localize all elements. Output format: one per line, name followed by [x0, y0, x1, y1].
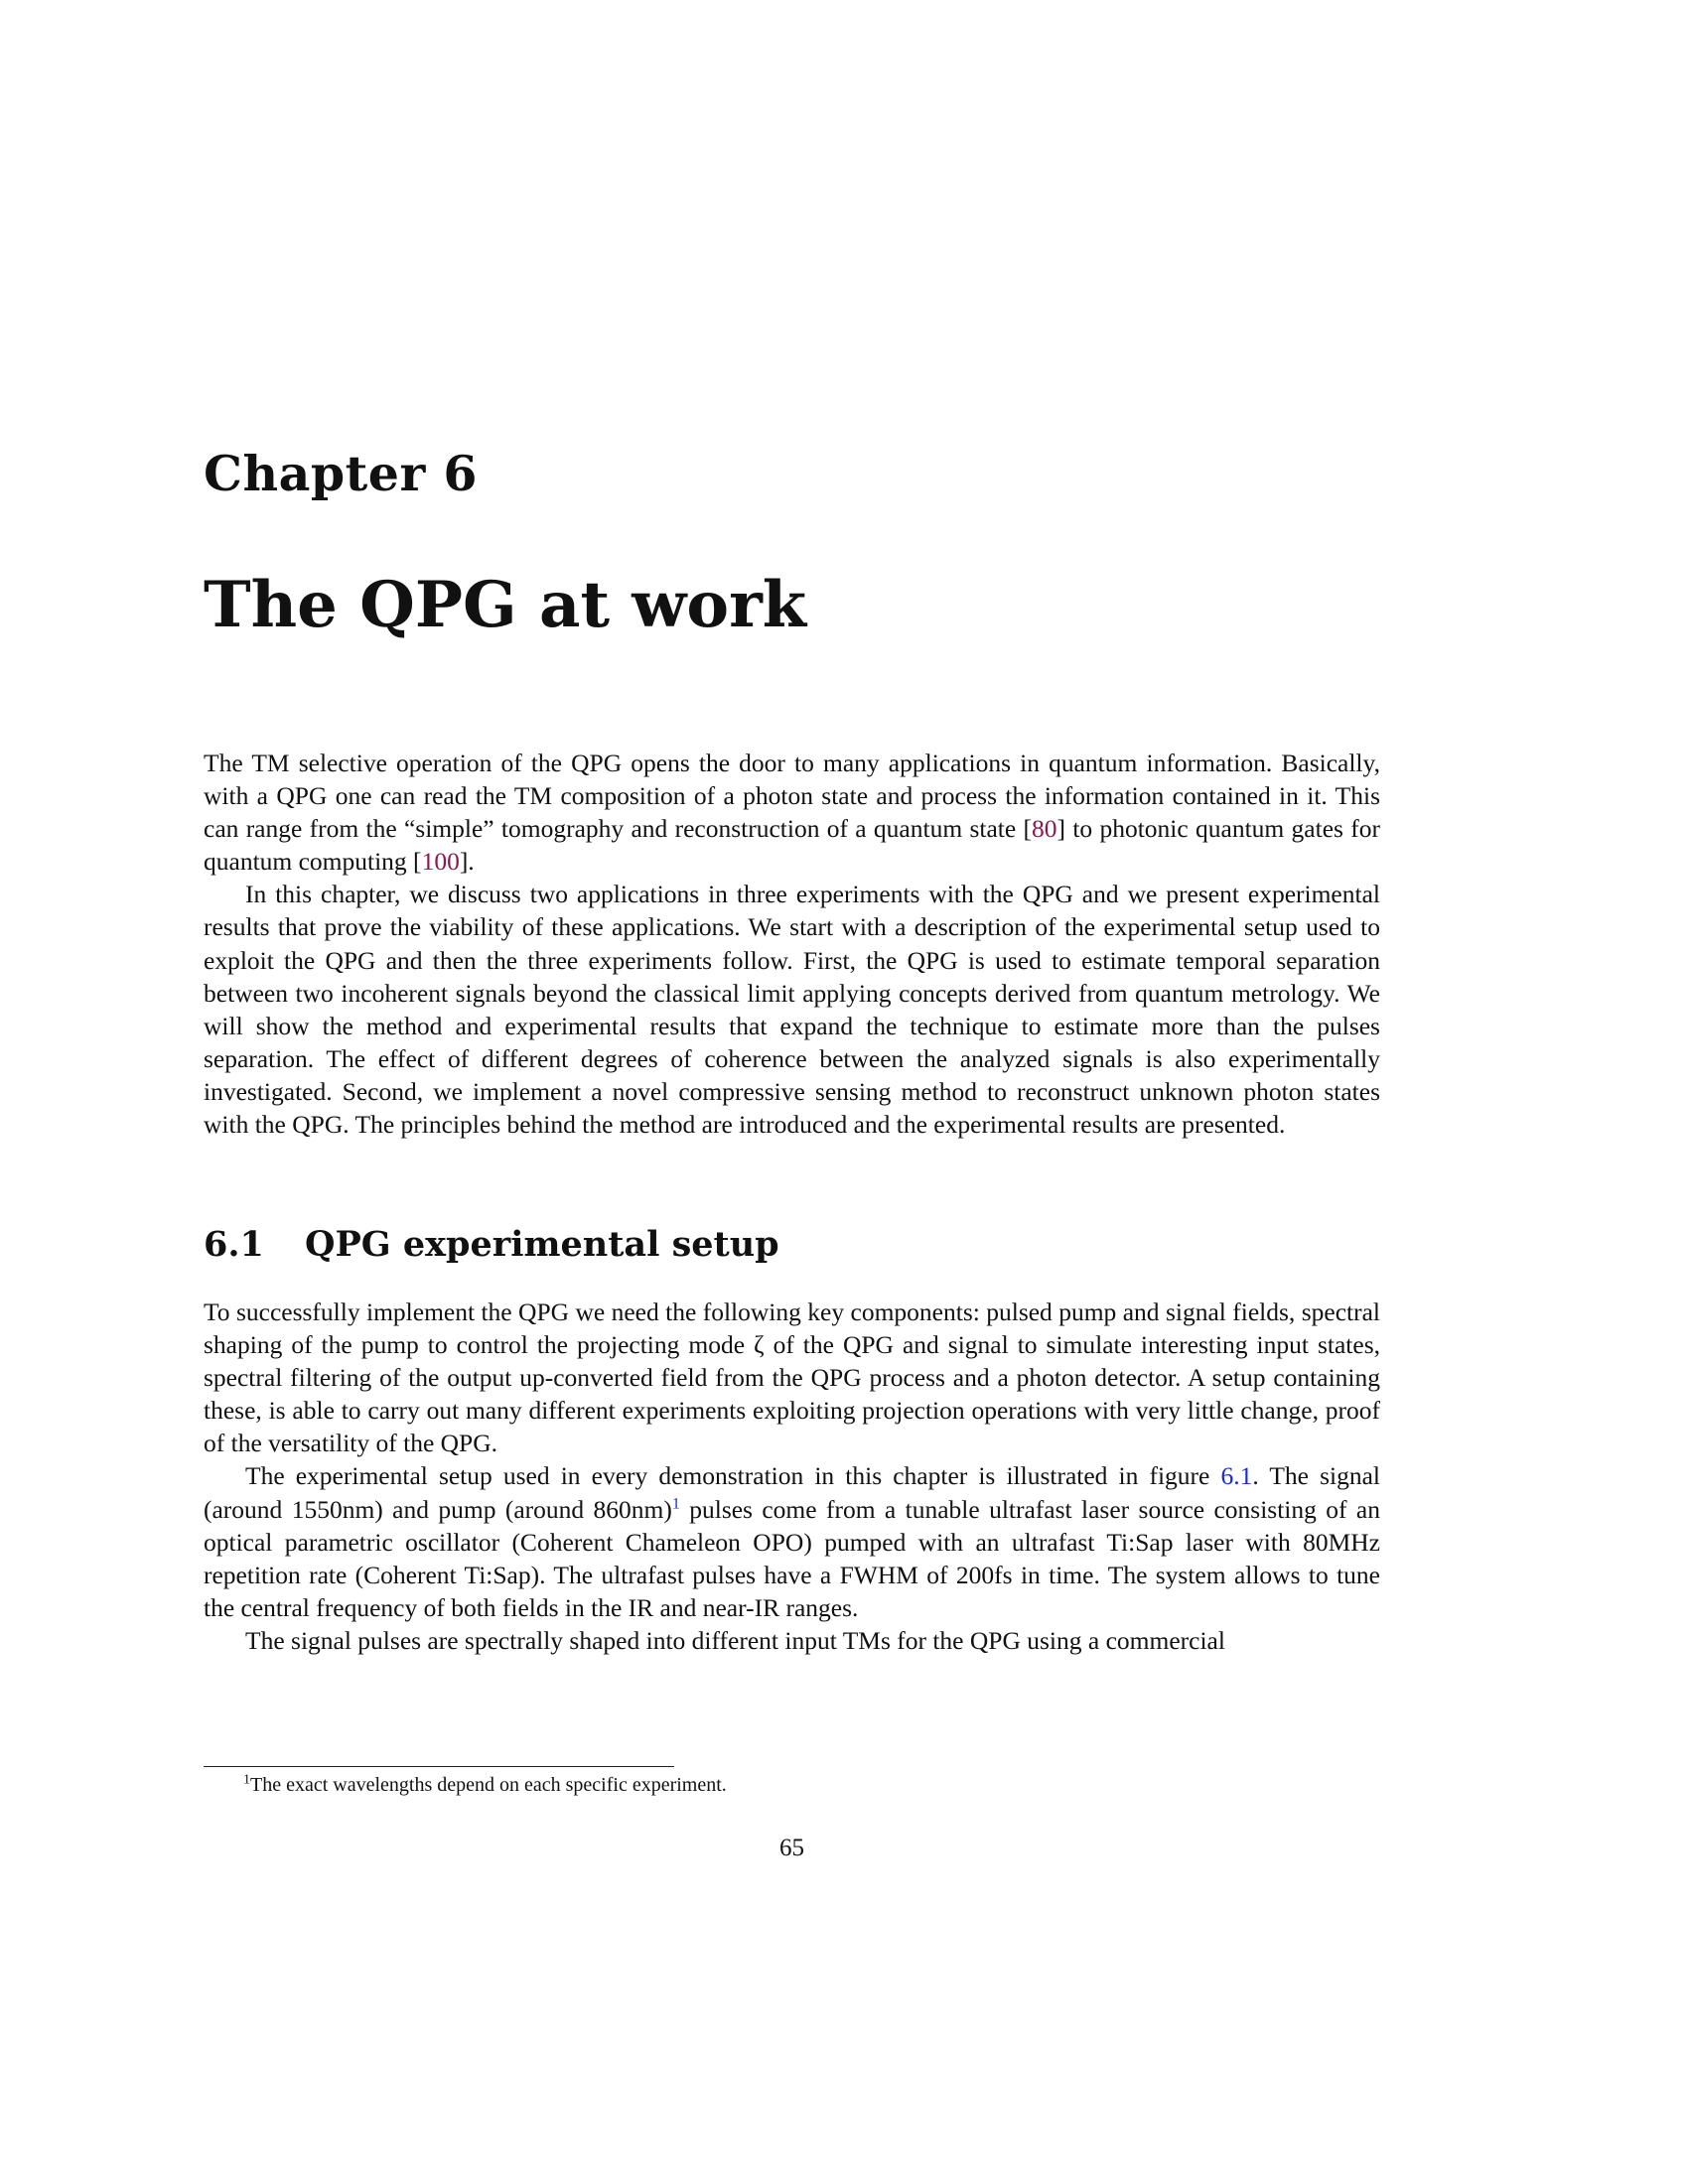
intro-text: ] to photonic quantum gates for quantum computing [: [204, 814, 1380, 877]
footnote-divider: [204, 1766, 674, 1767]
intro-paragraph-2: In this chapter, we discuss two applications in three experiments with the QPG and we present experimental results that prove the viability of these applications. We start with a description of the experimental setup used to exploit the QPG and then the three experiments follow. First, the QPG is used to estimate temporal separation between two incoherent signals beyond the classical limit applying concepts derived from quantum metrology. We will show the method and experimental results that expand the technique to estimate more than the pulses separation. The effect of different degrees of coherence between the analyzed signals is also experimentally investigated. Second, we implement a novel compressive sensing method to reconstruct unknown photon states with the QPG. The principles behind the method are introduced and the experimental results are presented.: [204, 880, 1380, 1140]
section-paragraph-1: To successfully implement the QPG we need the following key components: pulsed pump and signal fields, spectral shaping of the pump to control the projecting mode ζ of the QPG and signal to simulate interesting input states, spectral filtering of the output up-converted field from the QPG process and a photon detector. A setup containing these, is able to carry out many different experiments exploiting projection operations with very little change, proof of the versatility of the QPG.: [204, 1297, 1380, 1458]
chapter-title: The QPG at work: [204, 568, 807, 642]
citation-link-100[interactable]: 100: [421, 847, 460, 877]
section-heading: [204, 1224, 779, 1265]
intro-paragraph-1: [204, 747, 1380, 878]
section-body: [204, 1296, 1380, 1657]
footnote: [243, 1774, 727, 1797]
section-text: pulses come from a tunable ultrafast laser source consisting of an optical parametric oscillator (Coherent Chameleon OPO) pumped with an ultrafast Ti:Sap laser with 80MHz repetition rate (Coherent Ti:Sap). The ultrafast pulses have a FWHM of 200fs in time. The system allows to tune the central frequency of both fields in the IR and near-IR ranges.: [204, 1494, 1380, 1622]
footnote-mark: 1: [243, 1772, 250, 1788]
intro-text: ].: [459, 847, 475, 877]
footnote-text: The exact wavelengths depend on each specific experiment.: [250, 1774, 727, 1796]
section-number: 6.1: [204, 1224, 264, 1265]
section-paragraph-2: [204, 1459, 1380, 1623]
section-text: The experimental setup used in every demonstration in this chapter is illustrated in figure: [245, 1461, 1221, 1491]
chapter-intro: [204, 747, 1380, 1141]
figure-ref-link[interactable]: 6.1: [1220, 1461, 1253, 1491]
intro-text: The TM selective operation of the QPG opens the door to many applications in quantum information. Basically, with a QPG one can read the TM composition of a photon state and process the information contained in it. This can range from the “simple” tomography and reconstruction of a quantum state [: [204, 749, 1380, 844]
footnote-marker-link[interactable]: 1: [671, 1495, 680, 1513]
section-title: QPG experimental setup: [305, 1224, 779, 1265]
section-text: . The signal (around 1550nm) and pump (around 860nm): [204, 1461, 1380, 1524]
chapter-label: Chapter 6: [204, 445, 478, 502]
citation-link-80[interactable]: 80: [1032, 814, 1057, 844]
section-paragraph-3: The signal pulses are spectrally shaped into different input TMs for the QPG using a commercial: [245, 1625, 1225, 1655]
page: [204, 0, 1380, 2184]
page-number: 65: [779, 1835, 804, 1861]
